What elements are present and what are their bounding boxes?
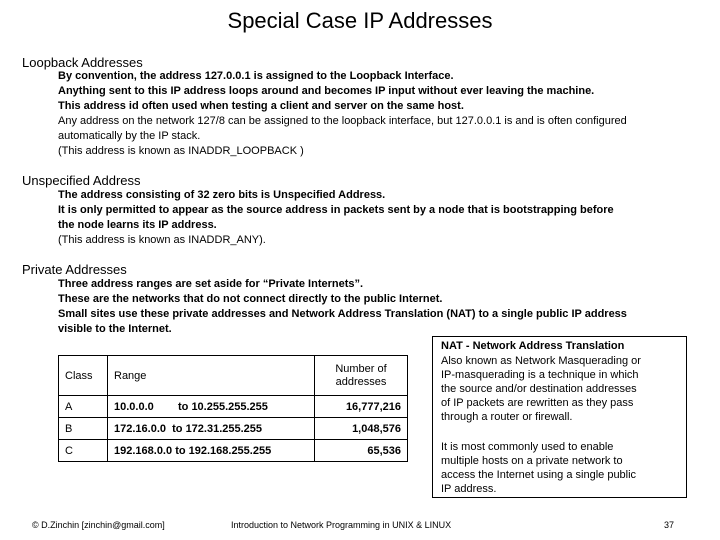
unspecified-line: (This address is known as INADDR_ANY). — [58, 234, 266, 246]
unspecified-line: the node learns its IP address. — [58, 219, 217, 231]
private-line: These are the networks that do not connect directly to the public Internet. — [58, 293, 443, 305]
nat-line: access the Internet using a single public — [441, 469, 637, 481]
cell-class: B — [59, 418, 108, 440]
header-count-line: Number of — [335, 362, 387, 375]
cell-range-to: to 192.168.255.255 — [175, 444, 272, 457]
cell-range-from: 10.0.0.0 — [114, 400, 154, 413]
loopback-line: automatically by the IP stack. — [58, 130, 201, 142]
loopback-heading: Loopback Addresses — [22, 55, 143, 70]
private-line: Three address ranges are set aside for “Private Internets”. — [58, 278, 364, 290]
table-row — [59, 418, 408, 440]
nat-line: the source and/or destination addresses — [441, 383, 637, 395]
nat-heading: NAT - Network Address Translation — [441, 340, 625, 352]
cell-class: A — [59, 396, 108, 418]
cell-range — [108, 418, 315, 440]
header-count-line: addresses — [335, 375, 387, 388]
nat-line: multiple hosts on a private network to — [441, 455, 623, 467]
cell-range — [108, 440, 315, 462]
header-class: Class — [59, 356, 108, 396]
table-row — [59, 440, 408, 462]
page-number: 37 — [664, 520, 675, 530]
cell-count: 1,048,576 — [315, 418, 408, 440]
cell-range-to: to 172.31.255.255 — [172, 422, 263, 435]
table-header-row — [59, 356, 408, 396]
header-range-label: Range — [114, 369, 147, 382]
loopback-line: By convention, the address 127.0.0.1 is assigned to the Loopback Interface. — [58, 70, 454, 82]
private-ranges-table — [58, 355, 408, 462]
unspecified-line: It is only permitted to appear as the source address in packets sent by a node that is bootstrapping before — [58, 204, 614, 216]
nat-line: IP address. — [441, 483, 497, 495]
nat-line: Also known as Network Masquerading or — [441, 355, 641, 367]
nat-line: IP-masquerading is a technique in which — [441, 369, 639, 381]
loopback-line: (This address is known as INADDR_LOOPBACK ) — [58, 145, 304, 157]
unspecified-line: The address consisting of 32 zero bits is Unspecified Address. — [58, 189, 386, 201]
nat-info-box — [432, 336, 687, 498]
nat-line: of IP packets are rewritten as they pass — [441, 397, 634, 409]
private-line: Small sites use these private addresses and Network Address Translation (NAT) to a single public IP address — [58, 308, 627, 320]
loopback-line: Any address on the network 127/8 can be assigned to the loopback interface, but 127.0.0.1 is and is often configured — [58, 115, 627, 127]
slide-title: Special Case IP Addresses — [227, 8, 493, 33]
header-count — [315, 356, 408, 396]
table-row — [59, 396, 408, 418]
loopback-line: Anything sent to this IP address loops around and becomes IP input without ever leaving the machine. — [58, 85, 595, 97]
cell-range-from: 192.168.0.0 — [114, 444, 173, 457]
cell-class: C — [59, 440, 108, 462]
cell-count: 65,536 — [315, 440, 408, 462]
private-heading: Private Addresses — [22, 262, 127, 277]
cell-range — [108, 396, 315, 418]
footer-course-title: Introduction to Network Programming in UNIX & LINUX — [231, 520, 452, 530]
footer-author: © D.Zinchin [zinchin@gmail.com] — [32, 520, 165, 530]
private-line: visible to the Internet. — [58, 323, 172, 335]
cell-range-from: 172.16.0.0 — [114, 422, 166, 435]
header-range — [108, 356, 315, 396]
loopback-line: This address id often used when testing a client and server on the same host. — [58, 100, 464, 112]
nat-line: through a router or firewall. — [441, 411, 573, 423]
cell-range-to: to 10.255.255.255 — [178, 400, 268, 413]
cell-count: 16,777,216 — [315, 396, 408, 418]
unspecified-heading: Unspecified Address — [22, 173, 141, 188]
nat-line: It is most commonly used to enable — [441, 441, 614, 453]
